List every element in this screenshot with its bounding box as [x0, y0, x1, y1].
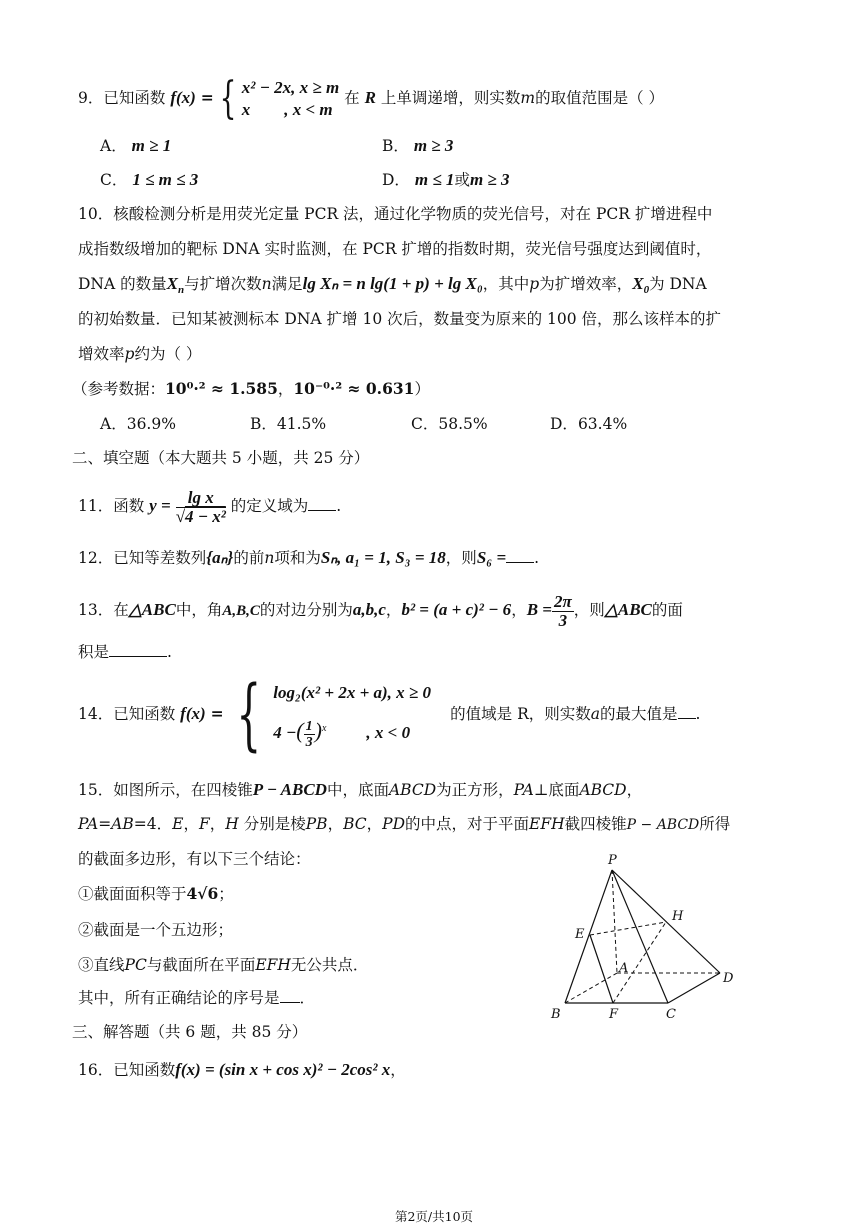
q12-text: 12．已知等差数列: [78, 549, 207, 567]
q14-exponent: x: [321, 723, 327, 735]
q9-m: m: [520, 89, 536, 107]
q12-answer-blank: [506, 548, 534, 563]
q13-numerator: 2π: [553, 591, 572, 611]
q10-option-d: [550, 414, 627, 434]
option-or: 或: [454, 171, 470, 189]
section-3-heading: 三、解答题（共 6 题，共 85 分）: [72, 1023, 308, 1041]
q15-text: 中，底面: [326, 781, 389, 799]
q14-a: a: [590, 705, 601, 723]
q15-conclusion-3: [78, 955, 368, 975]
option-value: 63.4%: [577, 415, 628, 433]
q14-case-2: 4 −( $\frac{1}{3}$ )$^x$ , x < 0: [273, 718, 411, 750]
q15-text: ，: [626, 781, 643, 799]
ref-text: ）: [414, 380, 430, 398]
q12-cond: Sₙ, a₁ = 1, S₃ = 18: [320, 548, 446, 567]
option-expr: m ≥ 3: [413, 136, 454, 155]
q9-brace: {: [219, 73, 237, 124]
q15-text: =4．: [133, 815, 173, 833]
option-expr: m ≤ 1: [414, 170, 455, 189]
question-14: [78, 670, 701, 760]
q14-equals: =: [210, 704, 224, 723]
question-11: [78, 482, 341, 530]
q11-y: y =: [149, 496, 171, 515]
q15-answer-blank: [280, 988, 300, 1003]
option-letter: D．: [382, 171, 410, 189]
q13-equation: b² = (a + c)² − 6: [401, 600, 512, 619]
q13-fraction: [552, 593, 574, 630]
section-2-heading: 二、填空题（本大题共 5 小题，共 25 分）: [72, 449, 370, 467]
q13-end: .: [167, 643, 172, 661]
q16-end: ，: [390, 1061, 406, 1079]
q10-p: p: [124, 345, 135, 363]
q9-equals: =: [200, 88, 214, 107]
q11-text: 的定义域为: [230, 497, 309, 515]
q15-text: 无公共点．: [290, 956, 369, 974]
ref-value-2: 10⁻⁰·² ≈ 0.631: [293, 379, 415, 398]
ref-text: ，: [277, 380, 294, 398]
option-letter: B．: [250, 415, 277, 433]
q15-conclusion-1: [78, 884, 234, 904]
q15-text: 截四棱锥: [564, 815, 627, 833]
q9-case-1: x² − 2x, x ≥ m: [241, 78, 340, 97]
q9-option-a: [100, 136, 171, 156]
q14-brace: {: [236, 670, 261, 760]
q10-text: 满足: [271, 275, 303, 293]
q15-text: 分别是棱: [243, 815, 306, 833]
q13-text: 中，角: [175, 601, 223, 619]
q15-text: 为正方形，: [436, 781, 514, 799]
q14-text: 的值域是 R，则实数: [450, 705, 591, 723]
q13-triangle-2: △ABC: [604, 600, 652, 619]
q10-line-2: 成指数级增加的靶标 DNA 实时监测，在 PCR 扩增的指数时期，荧光信号强度达到阈值时，: [78, 240, 712, 258]
q15-area-value: 4√6: [186, 884, 219, 903]
label-P: P: [608, 853, 617, 868]
pyramid-figure: [545, 850, 745, 1030]
edge-EH: [590, 922, 666, 935]
q15-pa: PA: [513, 781, 534, 799]
q9-text-2: 上单调递增，则实数: [380, 89, 521, 107]
edge-PA: [612, 870, 617, 973]
q14-case-1: log₂(x² + 2x + a), x ≥ 0: [273, 683, 432, 703]
q11-text: 11．函数: [78, 497, 145, 515]
q10-text: 约为（ ）: [134, 345, 202, 363]
q13-text: 13．在: [78, 601, 129, 619]
q15-BC: BC: [343, 815, 367, 833]
q15-EFH: EFH: [529, 815, 565, 833]
q9-option-c: [100, 170, 198, 190]
q15-text: ①截面面积等于: [78, 885, 187, 903]
q10-Xn: X: [166, 274, 178, 293]
q12-text: 项和为: [274, 549, 321, 567]
q10-text: DNA 的数量: [78, 275, 167, 293]
q12-seq: {aₙ}: [206, 548, 234, 567]
q13-denominator: 3: [558, 610, 568, 630]
q15-text: ⊥底面: [533, 781, 580, 799]
label-H: H: [672, 909, 684, 924]
q11-radicand: 4 − x²: [184, 506, 226, 526]
question-12: [78, 548, 539, 568]
q14-case-2-lead: 4 −: [273, 723, 297, 743]
q10-line-1: 10．核酸检测分析是用荧光定量 PCR 法，通过化学物质的荧光信号，对在 PCR 扩增进程中: [78, 205, 713, 223]
q15-H: H: [225, 815, 239, 833]
q14-text: 14．已知函数: [78, 705, 176, 723]
q15-comma: ，: [209, 815, 226, 833]
q14-fraction-num: 1: [305, 718, 313, 734]
q15-question: [78, 988, 315, 1008]
edge-PC: [612, 870, 668, 1003]
option-letter: A．: [100, 137, 127, 155]
option-expr: 1 ≤ m ≤ 3: [132, 170, 199, 189]
q11-fraction: [176, 489, 226, 526]
q15-text: 所得: [699, 815, 731, 833]
option-letter: A．: [100, 415, 127, 433]
q12-text: ，则: [445, 549, 477, 567]
q10-text: 增效率: [78, 345, 125, 363]
q15-conclusion-2: ②截面是一个五边形；: [78, 921, 234, 939]
q15-line-1: [78, 780, 642, 800]
q14-case-2-fraction: [304, 719, 315, 750]
q15-text: ；: [218, 885, 234, 903]
q15-PB: PB: [305, 815, 328, 833]
q15-line-3: 的截面多边形，有以下三个结论：: [78, 850, 311, 868]
q9-option-d: [382, 170, 510, 190]
q11-end: .: [336, 497, 342, 515]
q10-n: n: [261, 275, 272, 293]
q10-reference: [72, 379, 430, 399]
option-value: 58.5%: [438, 415, 488, 433]
q9-case-2: x , x < m: [241, 100, 333, 119]
q14-text: 的最大值是: [600, 705, 678, 723]
option-letter: B．: [382, 137, 409, 155]
q11-answer-blank: [308, 496, 336, 511]
option-value: 41.5%: [276, 415, 327, 433]
label-D: D: [723, 971, 734, 986]
q14-fraction-den: 3: [305, 734, 313, 750]
q15-text: 与截面所在平面: [146, 956, 256, 974]
q15-EFH: EFH: [255, 956, 291, 974]
q13-line-2: [78, 642, 172, 662]
option-value: 36.9%: [126, 415, 176, 433]
edge-PB: [565, 870, 612, 1003]
q15-text: 的中点，对于平面: [405, 815, 530, 833]
q11-denominator: √4 − x²: [175, 506, 226, 526]
edge-EF: [590, 935, 613, 1003]
ref-value-1: 10⁰·² ≈ 1.585: [165, 379, 278, 398]
q10-line-4: 的初始数量．已知某被测标本 DNA 扩增 10 次后，数量变为原来的 100 倍，那么该样本的扩: [78, 310, 722, 328]
option-expr: m ≥ 1: [131, 136, 172, 155]
label-F: F: [609, 1007, 619, 1022]
q11-numerator: lg x: [176, 489, 226, 508]
q10-line-3: DNA 的数量$X_n$与扩增次数n满足lg Xₙ = n lg(1 + p) + lg X₀，其中p为扩增效率，$X_0$为 DNA: [78, 274, 707, 296]
q9-function: f(x): [170, 88, 196, 107]
q13-text: 的对边分别为: [259, 601, 353, 619]
q15-abcd: ABCD: [579, 781, 627, 799]
q10-text: 为扩增效率，: [539, 275, 633, 293]
q13-B: B =: [526, 600, 552, 619]
q15-abcd: ABCD: [388, 781, 437, 799]
q13-angles: A,B,C: [222, 603, 260, 619]
q14-case-2-cond: , x < 0: [366, 723, 411, 743]
q12-S6: S₆ =: [476, 548, 507, 567]
q15-PD: PD: [382, 815, 406, 833]
q13-sides: a,b,c: [352, 600, 386, 619]
q15-text: 其中，所有正确结论的序号是: [78, 989, 280, 1007]
q15-end: ．: [299, 989, 316, 1007]
q13-text: 的面: [651, 601, 683, 619]
q15-comma: ，: [183, 815, 199, 833]
q15-E: E: [172, 815, 184, 833]
q12-text: 的前: [233, 549, 265, 567]
q14-end: .: [695, 705, 701, 723]
ref-text: （参考数据：: [72, 380, 166, 398]
option-letter: D．: [550, 415, 578, 433]
q13-sep: ，: [385, 601, 402, 619]
edge-AB: [565, 973, 617, 1003]
q9-R: R: [364, 88, 376, 107]
q10-formula: lg Xₙ = n lg(1 + p) + lg X₀: [302, 274, 483, 293]
label-E: E: [575, 927, 585, 942]
q13-sep: ，: [511, 601, 527, 619]
q15-F: F: [198, 815, 210, 833]
q14-function: f(x): [180, 704, 206, 723]
q10-option-b: [250, 414, 326, 434]
option-letter: C．: [100, 171, 128, 189]
option-expr-2: m ≥ 3: [469, 170, 510, 189]
q16-text: 16．已知函数: [78, 1061, 176, 1079]
label-C: C: [666, 1007, 676, 1022]
question-9: [78, 73, 665, 124]
q13-text: ，则: [573, 601, 605, 619]
q9-text-3: 的取值范围是（ ）: [535, 89, 665, 107]
q10-option-c: [411, 414, 488, 434]
q15-pyramid-2: P − ABCD: [626, 817, 700, 833]
q15-text: ③直线: [78, 956, 125, 974]
q12-end: .: [534, 549, 540, 567]
q14-cases: [273, 680, 445, 750]
q10-option-a: [100, 414, 176, 434]
q10-text: 为 DNA: [649, 275, 707, 293]
q15-text: 15．如图所示，在四棱锥: [78, 781, 253, 799]
q15-pyramid: P − ABCD: [252, 780, 327, 799]
q13-answer-blank: [109, 642, 167, 657]
q10-X0: X: [632, 274, 644, 293]
q10-p: p: [529, 275, 540, 293]
question-16: [78, 1060, 406, 1080]
q10-text: 与扩增次数: [184, 275, 262, 293]
page-footer: 第2页/共10页: [394, 1209, 474, 1224]
label-B: B: [551, 1007, 561, 1022]
edge-CD: [668, 973, 720, 1003]
q10-line-5: [78, 344, 201, 364]
q15-line-2: PA=AB=4．E，F，H 分别是棱PB，BC，PD的中点，对于平面EFH截四棱锥P − ABCD所得: [78, 815, 731, 833]
q12-n: n: [264, 549, 275, 567]
q9-number: 9．已知函数: [78, 89, 166, 107]
q9-option-b: [382, 136, 453, 156]
q9-text-1: 在: [344, 89, 360, 107]
q14-answer-blank: [678, 704, 696, 719]
q15-PC: PC: [124, 956, 147, 974]
q16-formula: f(x) = (sin x + cos x)² − 2cos² x: [175, 1060, 391, 1079]
label-A: A: [619, 961, 629, 976]
edge-PD: [612, 870, 720, 973]
q15-pa-ab: PA=AB: [78, 815, 134, 833]
q9-cases: [242, 77, 339, 121]
q13-text: 积是: [78, 643, 110, 661]
q10-text: ，其中: [482, 275, 530, 293]
question-13: [78, 588, 683, 633]
pyramid-solid-edges: [565, 870, 720, 1003]
q13-triangle: △ABC: [128, 600, 176, 619]
option-letter: C．: [411, 415, 439, 433]
